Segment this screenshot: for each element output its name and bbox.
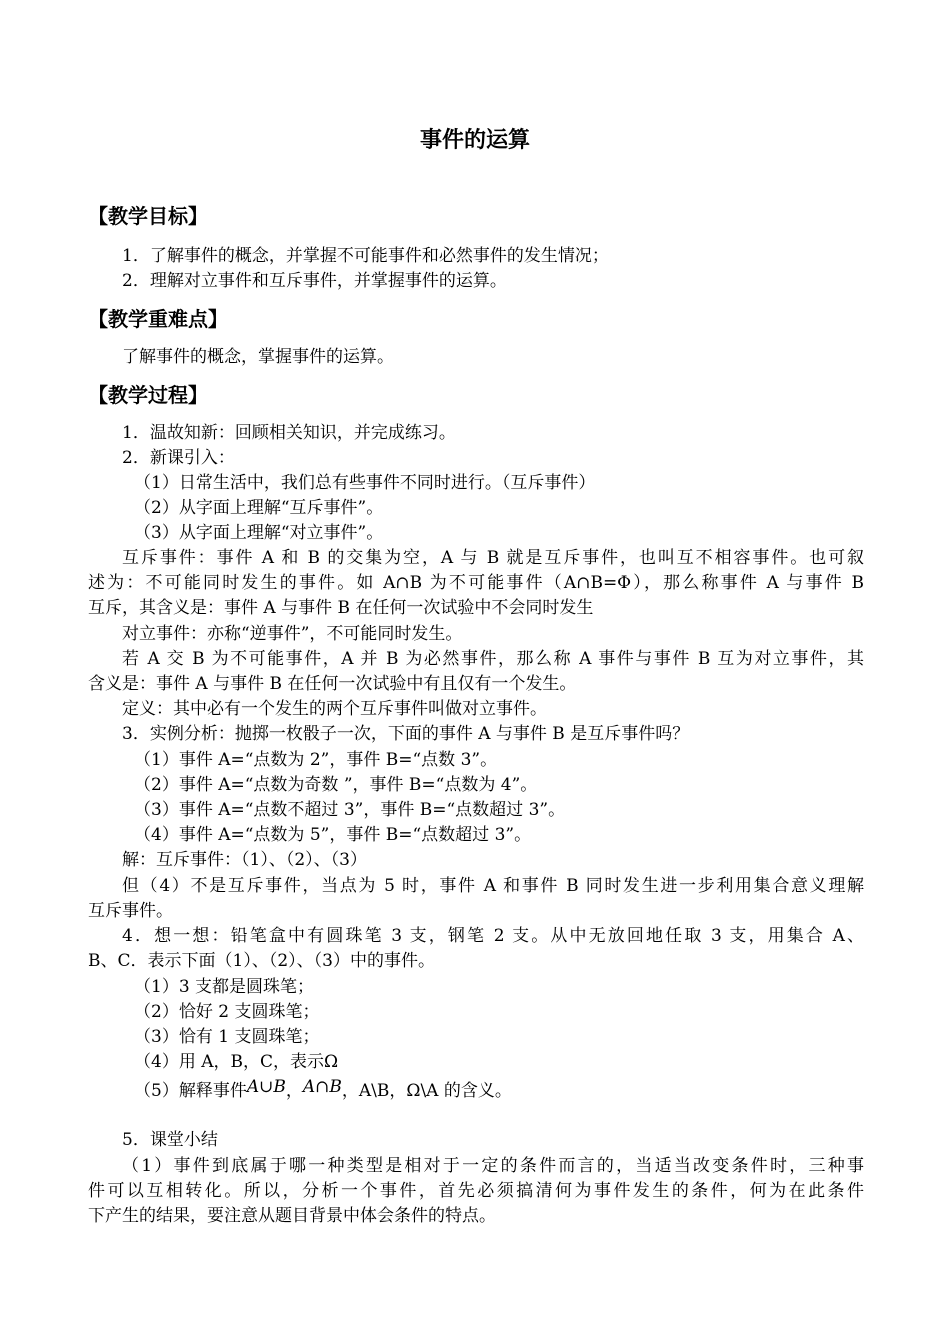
heading-goals: 【教学目标】 bbox=[88, 204, 208, 228]
summary-paragraph-line: 下产生的结果，要注意从题目背景中体会条件的特点。 bbox=[88, 1206, 496, 1226]
think-item-5-prefix: （5）解释事件 bbox=[134, 1081, 247, 1101]
mutex-paragraph-line: 述为：不可能同时发生的事件。如 A∩B 为不可能事件（A∩B=Φ），那么称事件 A 与事件 B bbox=[88, 573, 864, 593]
think-paragraph-line: B、C．表示下面（1）、（2）、（3）中的事件。 bbox=[88, 951, 435, 971]
process-line: （1）日常生活中，我们总有些事件不同时进行。（互斥事件） bbox=[134, 473, 596, 493]
summary-heading: 5．课堂小结 bbox=[122, 1130, 218, 1150]
summary-paragraph-line: （1）事件到底属于哪一种类型是相对于一定的条件而言的，当适当改变条件时，三种事 bbox=[122, 1156, 864, 1176]
process-line: 2．新课引入： bbox=[122, 448, 235, 468]
think-paragraph-line: 4．想一想：铅笔盒中有圆珠笔 3 支，钢笔 2 支。从中无放回地任取 3 支，用集合 A、 bbox=[122, 926, 864, 946]
heading-key-points: 【教学重难点】 bbox=[88, 307, 228, 331]
example-item: （4）事件 A=“点数为 5”，事件 B=“点数超过 3”。 bbox=[134, 825, 532, 845]
example-heading: 3．实例分析：抛掷一枚骰子一次，下面的事件 A 与事件 B 是互斥事件吗？ bbox=[122, 724, 690, 744]
opposite-text: 对立事件：亦称“逆事件”，不可能同时发生。 bbox=[122, 624, 463, 644]
process-line: （2）从字面上理解“互斥事件”。 bbox=[134, 498, 384, 518]
solution-text: 解：互斥事件：（1）、（2）、（3） bbox=[122, 850, 367, 870]
formula-separator: ， bbox=[285, 1081, 303, 1101]
think-item: （3）恰有 1 支圆珠笔； bbox=[134, 1027, 320, 1047]
if-paragraph-line: 含义是：事件 A 与事件 B 在任何一次试验中有且仅有一个发生。 bbox=[88, 674, 577, 694]
if-paragraph-line: 若 A 交 B 为不可能事件，A 并 B 为必然事件，那么称 A 事件与事件 B 互为对立事件，其 bbox=[122, 649, 864, 669]
process-line: 1．温故知新：回顾相关知识，并完成练习。 bbox=[122, 423, 456, 443]
document-title: 事件的运算 bbox=[419, 128, 530, 153]
think-item: （2）恰好 2 支圆珠笔； bbox=[134, 1002, 320, 1022]
but-paragraph-line: 互斥事件。 bbox=[88, 901, 173, 921]
key-points-text: 了解事件的概念，掌握事件的运算。 bbox=[122, 347, 394, 367]
think-item-5-suffix: ，A\B，Ω\A 的含义。 bbox=[341, 1081, 512, 1101]
think-item: （4）用 A，B，C，表示Ω bbox=[134, 1052, 339, 1072]
mutex-paragraph-line: 互斥，其含义是：事件 A 与事件 B 在任何一次试验中不会同时发生 bbox=[88, 598, 594, 618]
goal-item-1: 1．了解事件的概念，并掌握不可能事件和必然事件的发生情况； bbox=[122, 246, 609, 266]
union-formula: A∪B bbox=[246, 1077, 286, 1097]
example-item: （3）事件 A=“点数不超过 3”，事件 B=“点数超过 3”。 bbox=[134, 800, 566, 820]
think-item: （1）3 支都是圆珠笔； bbox=[134, 977, 315, 997]
example-item: （2）事件 A=“点数为奇数 ”，事件 B=“点数为 4”。 bbox=[134, 775, 538, 795]
intersection-formula: A∩B bbox=[302, 1077, 342, 1097]
mutex-paragraph-line: 互斥事件：事件 A 和 B 的交集为空，A 与 B 就是互斥事件，也叫互不相容事件。也可叙 bbox=[122, 548, 864, 568]
example-item: （1）事件 A=“点数为 2”，事件 B=“点数 3”。 bbox=[134, 750, 498, 770]
but-paragraph-line: 但（4）不是互斥事件，当点为 5 时，事件 A 和事件 B 同时发生进一步利用集合意义理解 bbox=[122, 876, 864, 896]
definition-text: 定义：其中必有一个发生的两个互斥事件叫做对立事件。 bbox=[122, 699, 547, 719]
summary-paragraph-line: 件可以互相转化。所以，分析一个事件，首先必须搞清何为事件发生的条件，何为在此条件 bbox=[88, 1181, 864, 1201]
think-item-5 bbox=[88, 1079, 864, 1104]
heading-process: 【教学过程】 bbox=[88, 383, 208, 407]
goal-item-2: 2．理解对立事件和互斥事件，并掌握事件的运算。 bbox=[122, 271, 507, 291]
process-line: （3）从字面上理解“对立事件”。 bbox=[134, 523, 384, 543]
